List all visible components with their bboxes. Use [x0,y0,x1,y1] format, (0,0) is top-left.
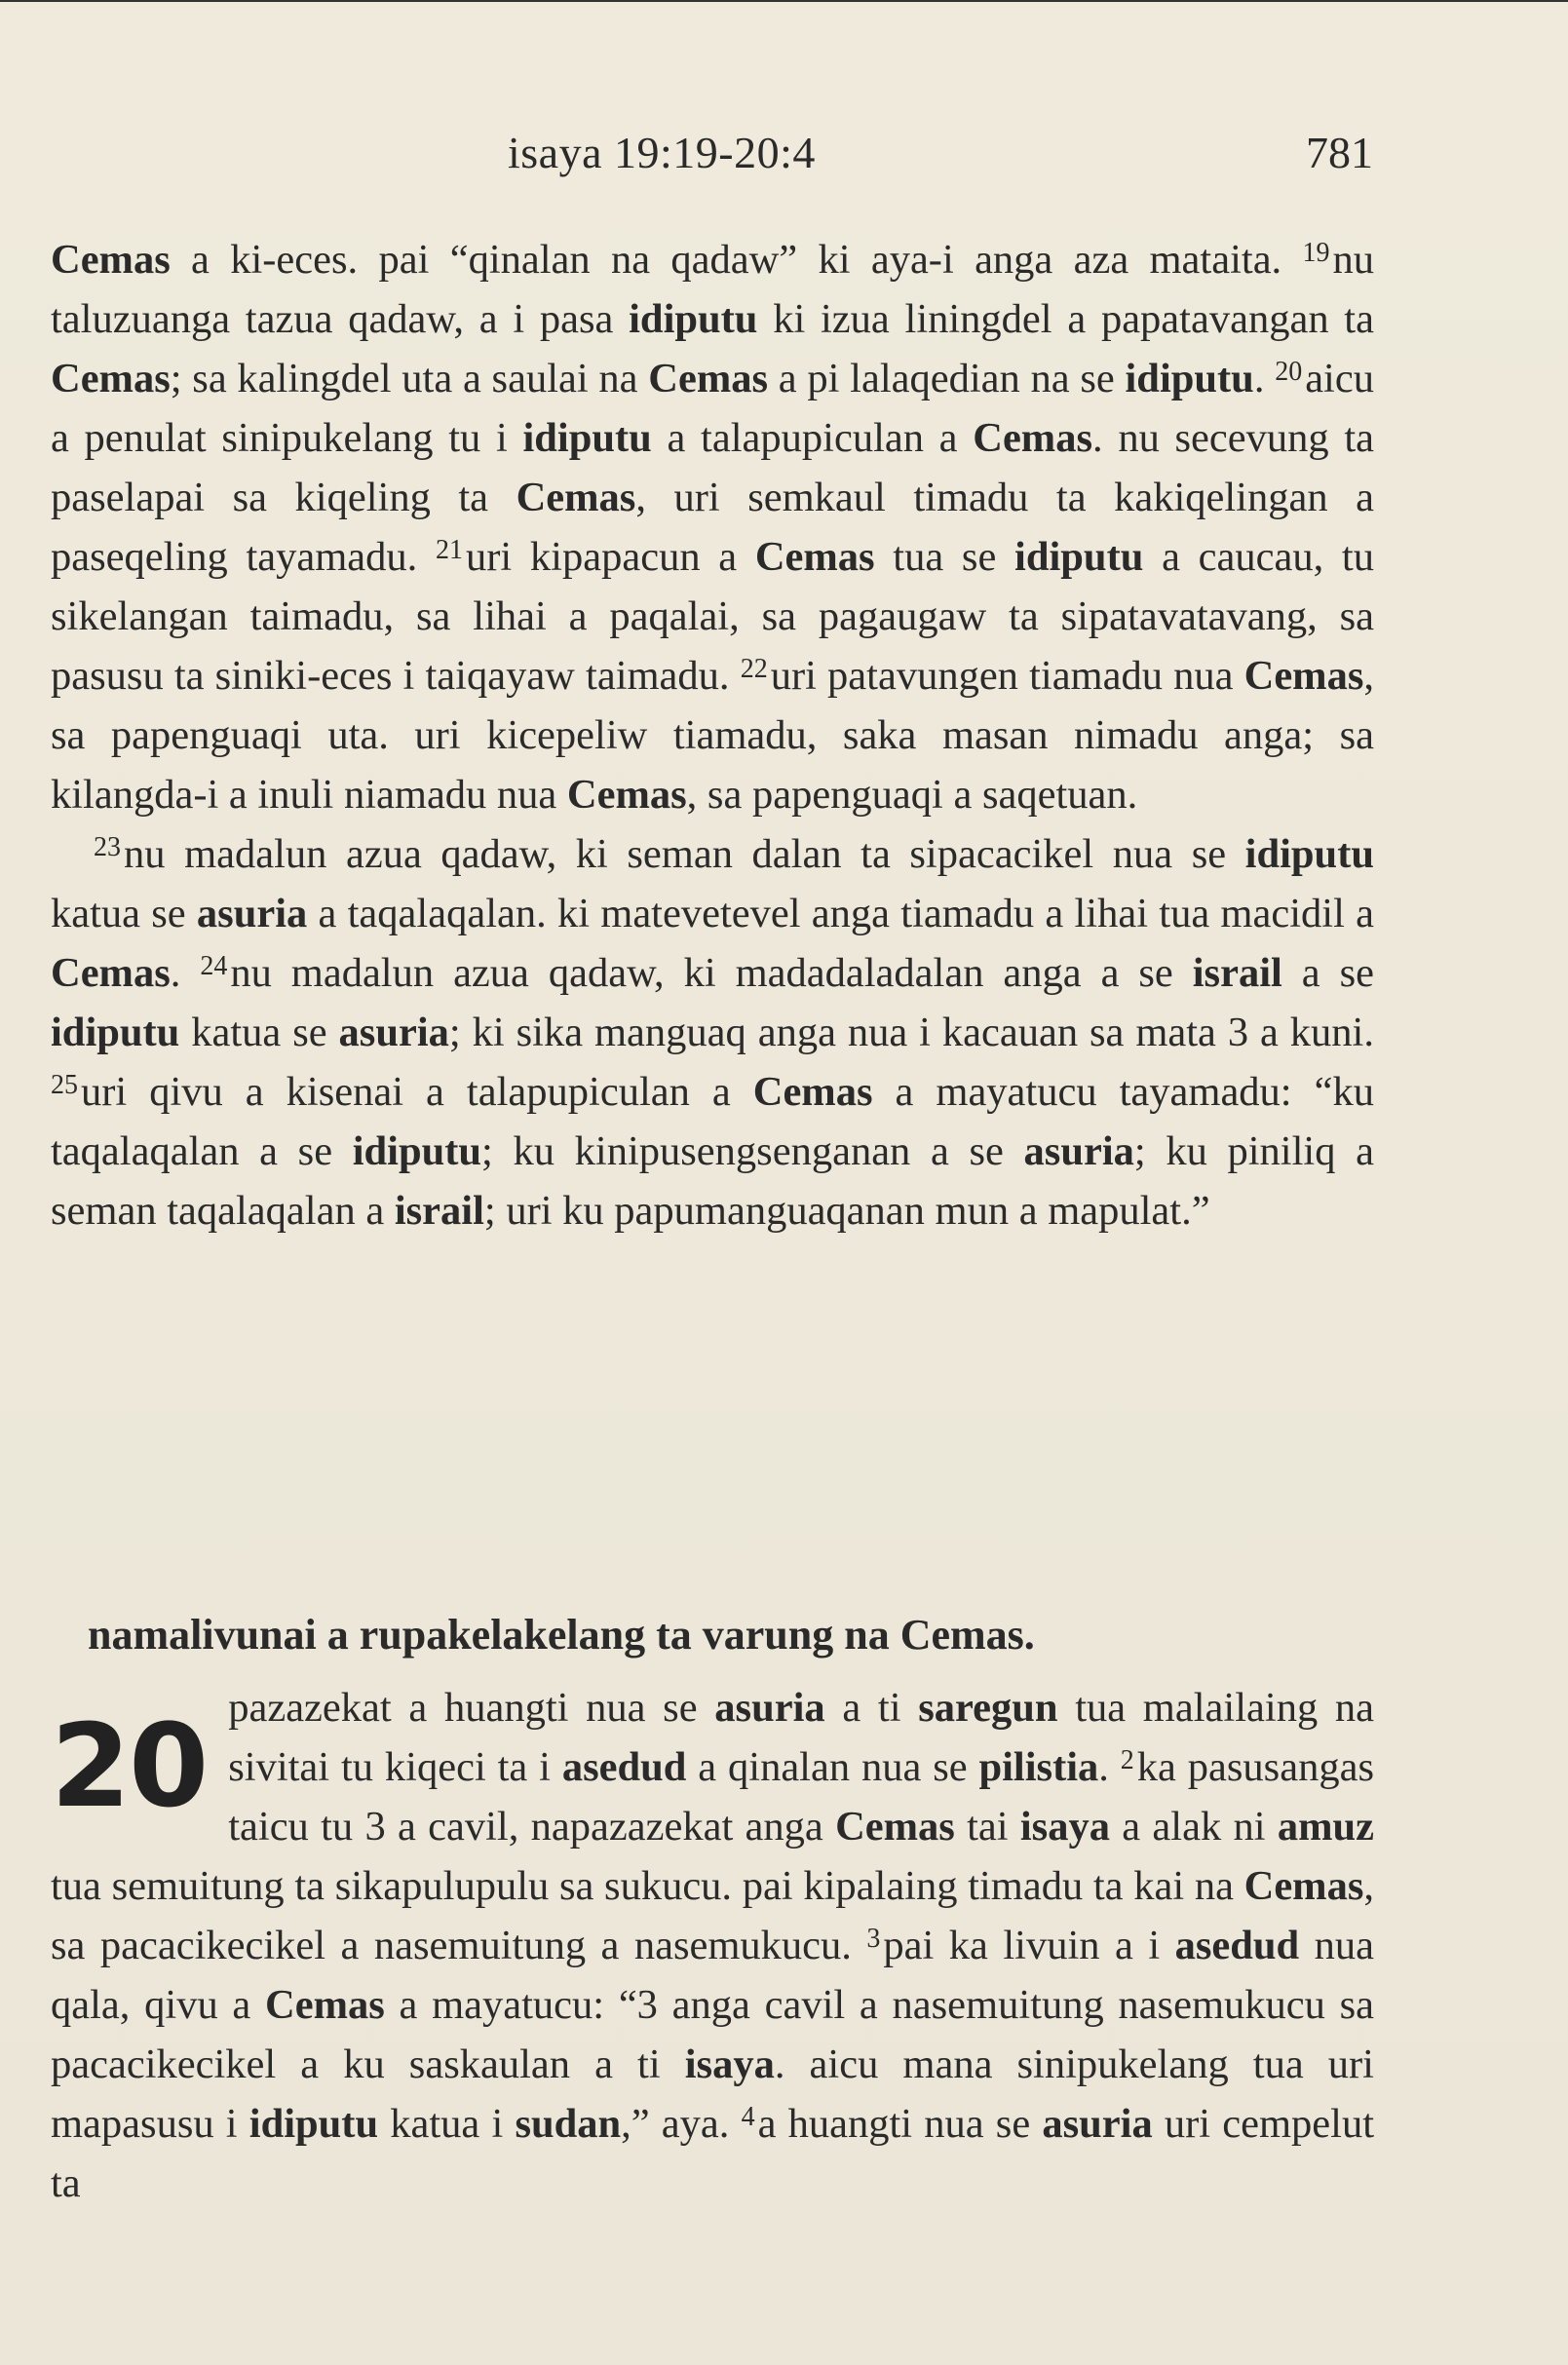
text-run: , sa papenguaqi a saqetuan. [686,772,1138,818]
term-isaya: isaya [684,2041,775,2087]
text-run: ,” aya. [621,2101,742,2147]
text-run: uri kipapacun a [466,534,755,580]
text-run: . nu secevung ta paselapai sa kiqeling ta [51,415,1375,520]
text-run: a taqalaqalan. ki matevetevel anga tiamadu a lihai tua macidil a [307,891,1374,936]
text-run: . [1098,1744,1121,1790]
paragraph-19-23 [51,824,1374,1240]
term-pilistia: pilistia [978,1744,1099,1790]
text-run: uri cempelut ta [51,2101,1375,2206]
chapter-20-text [51,1678,1374,2213]
chapter-number: 20 [51,1698,208,1833]
text-run: tua malailaing na sivitai tu kiqeci ta i [228,1685,1374,1790]
page-number: 781 [1306,128,1373,177]
text-run: pai ka livuin a i [883,1923,1175,1968]
text-run: katua i [378,2101,516,2147]
verse-number: 19 [1302,238,1330,268]
term-cemas: Cemas [516,475,636,520]
text-run: ; uri ku papumanguaqanan mun a mapulat.” [483,1188,1210,1234]
term-asedud: asedud [561,1744,687,1790]
term-cemas: Cemas [51,237,171,283]
term-idiputu: idiputu [1125,356,1254,401]
term-idiputu: idiputu [352,1128,482,1174]
text-run: aicu a penulat sinipukelang tu i [51,356,1374,461]
term-idiputu: idiputu [1244,831,1374,877]
verse-number: 2 [1120,1745,1134,1775]
section-heading: namalivunai a rupakelakelang ta varung na Cemas. [88,1611,1035,1659]
text-run: . [170,950,201,996]
text-run: a caucau, tu sikelangan taimadu, sa lihai a paqalai, sa pagaugaw ta sipatavatavang, sa pasusu ta siniki-eces i taiqayaw taimadu. [51,534,1374,699]
term-cemas: Cemas [754,534,875,580]
text-run: ; ki sika manguaq anga nua i kacauan sa mata 3 a kuni. [448,1010,1374,1055]
term-sudan: sudan [515,2101,622,2147]
term-asuria: asuria [714,1685,825,1731]
text-run: ; sa kalingdel uta a saulai na [170,356,649,401]
text-run: a alak ni [1109,1804,1278,1850]
term-cemas: Cemas [835,1804,955,1850]
running-head [0,127,1568,185]
term-cemas: Cemas [1243,1863,1364,1909]
text-run: nu taluzuanga tazua qadaw, a i pasa [51,237,1374,342]
term-israil: israil [394,1188,484,1234]
text-run: a qinalan nua se [686,1744,979,1790]
verse-number: 21 [436,535,463,565]
term-cemas: Cemas [51,356,171,401]
text-run: a ki-eces. pai “qinalan na qadaw” ki aya-i anga aza mataita. [170,237,1303,283]
text-run: nu madalun azua qadaw, ki seman dalan ta sipacacikel nua se [124,831,1245,877]
verse-number: 24 [200,951,228,981]
term-cemas: Cemas [265,1982,385,2028]
term-cemas: Cemas [1243,653,1364,699]
text-run: tua semuitung ta sikapulupulu sa sukucu. pai kipalaing timadu ta kai na [51,1863,1244,1909]
verse-number: 4 [741,2102,755,2132]
text-run: , uri semkaul timadu ta kakiqelingan a paseqeling tayamadu. [51,475,1374,580]
verse-number: 22 [740,654,768,684]
text-run: nua qala, qivu a [51,1923,1374,2028]
text-run: ki izua liningdel a papatavangan ta [757,296,1374,342]
term-idiputu: idiputu [522,415,652,461]
term-cemas: Cemas [648,356,769,401]
text-run: nu madalun azua qadaw, ki madadaladalan anga a se [230,950,1193,996]
term-cemas: Cemas [51,950,171,996]
text-run: uri patavungen tiamadu nua [770,653,1244,699]
paragraph-19-19 [51,230,1374,824]
verse-number: 25 [51,1070,78,1100]
term-cemas: Cemas [566,772,687,818]
term-idiputu: idiputu [249,2101,379,2147]
text-run: . [1253,356,1276,401]
text-run: , sa papenguaqi uta. uri kicepeliw tiamadu, saka masan nimadu anga; sa kilangda-i a inuli niamadu nua [51,653,1374,818]
term-idiputu: idiputu [629,296,758,342]
term-cemas: Cemas [973,415,1092,461]
paragraph-20-1 [51,1678,1374,2213]
text-run: katua se [51,891,197,936]
running-head-title: isaya 19:19-20:4 [508,128,816,177]
term-asedud: asedud [1174,1923,1300,1968]
term-cemas: Cemas [752,1069,873,1115]
verse-number: 3 [866,1924,881,1954]
term-idiputu: idiputu [51,1010,180,1055]
verse-number: 20 [1275,357,1303,387]
text-run: , sa pacacikecikel a nasemuitung a nasemukucu. [51,1863,1374,1968]
text-run: . aicu mana sinipukelang tua uri mapasusu i [51,2041,1374,2147]
text-run: a mayatucu: “3 anga cavil a nasemuitung nasemukucu sa pacacikecikel a ku saskaulan a ti [51,1982,1374,2087]
term-asuria: asuria [338,1010,449,1055]
term-israil: israil [1192,950,1282,996]
term-isaya: isaya [1019,1804,1110,1850]
verse-number: 23 [94,832,121,862]
term-saregun: saregun [918,1685,1058,1731]
term-asuria: asuria [1042,2101,1153,2147]
text-run: a huangti nua se [757,2101,1043,2147]
text-run: a pi lalaqedian na se [768,356,1126,401]
text-run: uri qivu a kisenai a talapupiculan a [81,1069,753,1115]
text-run: a mayatucu tayamadu: “ku taqalaqalan a se [51,1069,1374,1174]
text-run: ka pasusangas taicu tu 3 a cavil, napazazekat anga [228,1744,1374,1850]
text-run: ; ku kinipusengsenganan a se [481,1128,1024,1174]
text-run: a talapupiculan a [651,415,974,461]
text-run: tua se [874,534,1015,580]
term-asuria: asuria [1023,1128,1134,1174]
text-run: a se [1281,950,1374,996]
text-run: tai [954,1804,1020,1850]
text-run: ; ku piniliq a seman taqalaqalan a [51,1128,1374,1234]
chapter-19-text [51,230,1374,1240]
term-idiputu: idiputu [1014,534,1144,580]
term-amuz: amuz [1277,1804,1375,1850]
text-run: a ti [824,1685,919,1731]
text-run: pazazekat a huangti nua se [228,1685,715,1731]
text-run: katua se [179,1010,339,1055]
term-asuria: asuria [196,891,308,936]
